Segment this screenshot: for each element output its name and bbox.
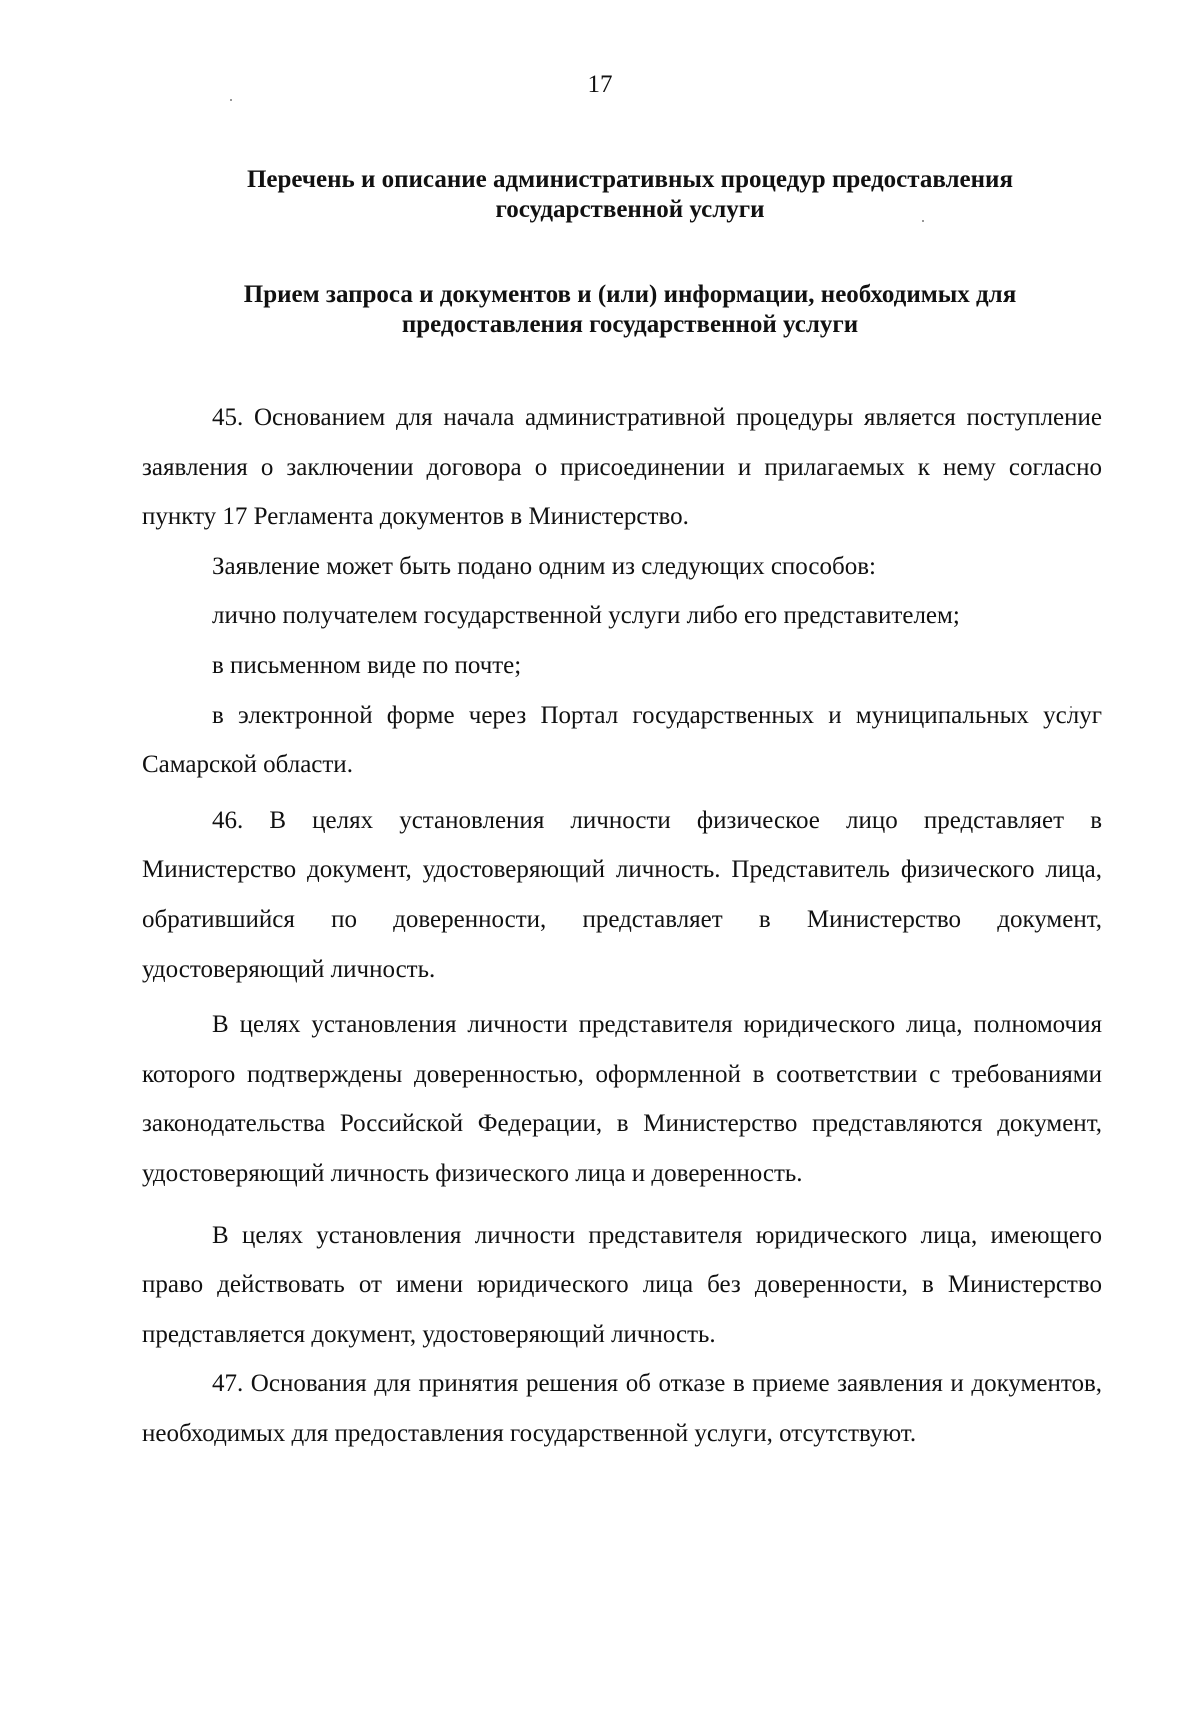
paragraph-47: 47. Основания для принятия решения об отказе в приеме заявления и документов, необходимых для предоставления государственной услуги, отсутствуют. — [142, 1370, 1102, 1447]
section-heading-line-1: Перечень и описание административных процедур предоставления — [246, 166, 1013, 193]
paragraph-method-in-person: лично получателем государственной услуги либо его представителем; — [212, 602, 960, 630]
paragraph-46: 46. В целях установления личности физическое лицо представляет в Министерство документ, удостоверяющий личность. Представитель физического лица, обратившийся по доверенности, представляет в Министерство документ, удостоверяющий личность. — [142, 806, 1102, 983]
subsection-heading — [150, 280, 1110, 340]
subsection-heading-line-1: Прием запроса и документов и (или) информации, необходимых для — [243, 281, 1017, 308]
paragraph-method-electronic: в электронной форме через Портал государственных и муниципальных услуг Самарской области. — [142, 701, 1102, 779]
paragraph-method-mail: в письменном виде по почте; — [212, 651, 522, 679]
paragraph-45: 45. Основанием для начала административной процедуры является поступление заявления о заключении договора о присоединении и прилагаемых к нему согласно пункту 17 Регламента документов в Министерство. — [142, 404, 1102, 531]
section-heading-line-2: государственной услуги — [495, 196, 765, 223]
body-text — [142, 393, 1102, 1458]
paragraph-legal-entity-representative: В целях установления личности представителя юридического лица, полномочия которого подтверждены доверенностью, оформленной в соответствии с требованиями законодательства Российской Федерации, в Министерство представляются документ, удостоверяющий личность физического лица и доверенность. — [142, 1011, 1102, 1187]
paragraph-legal-entity-without-poa: В целях установления личности представителя юридического лица, имеющего право действовать от имени юридического лица без доверенности, в Министерство представляется документ, удостоверяющий личность. — [142, 1221, 1102, 1348]
section-heading — [150, 165, 1110, 225]
page-number: 17 — [587, 71, 613, 98]
subsection-heading-line-2: предоставления государственной услуги — [401, 311, 859, 338]
paragraph-submission-methods: Заявление может быть подано одним из следующих способов: — [212, 552, 876, 580]
